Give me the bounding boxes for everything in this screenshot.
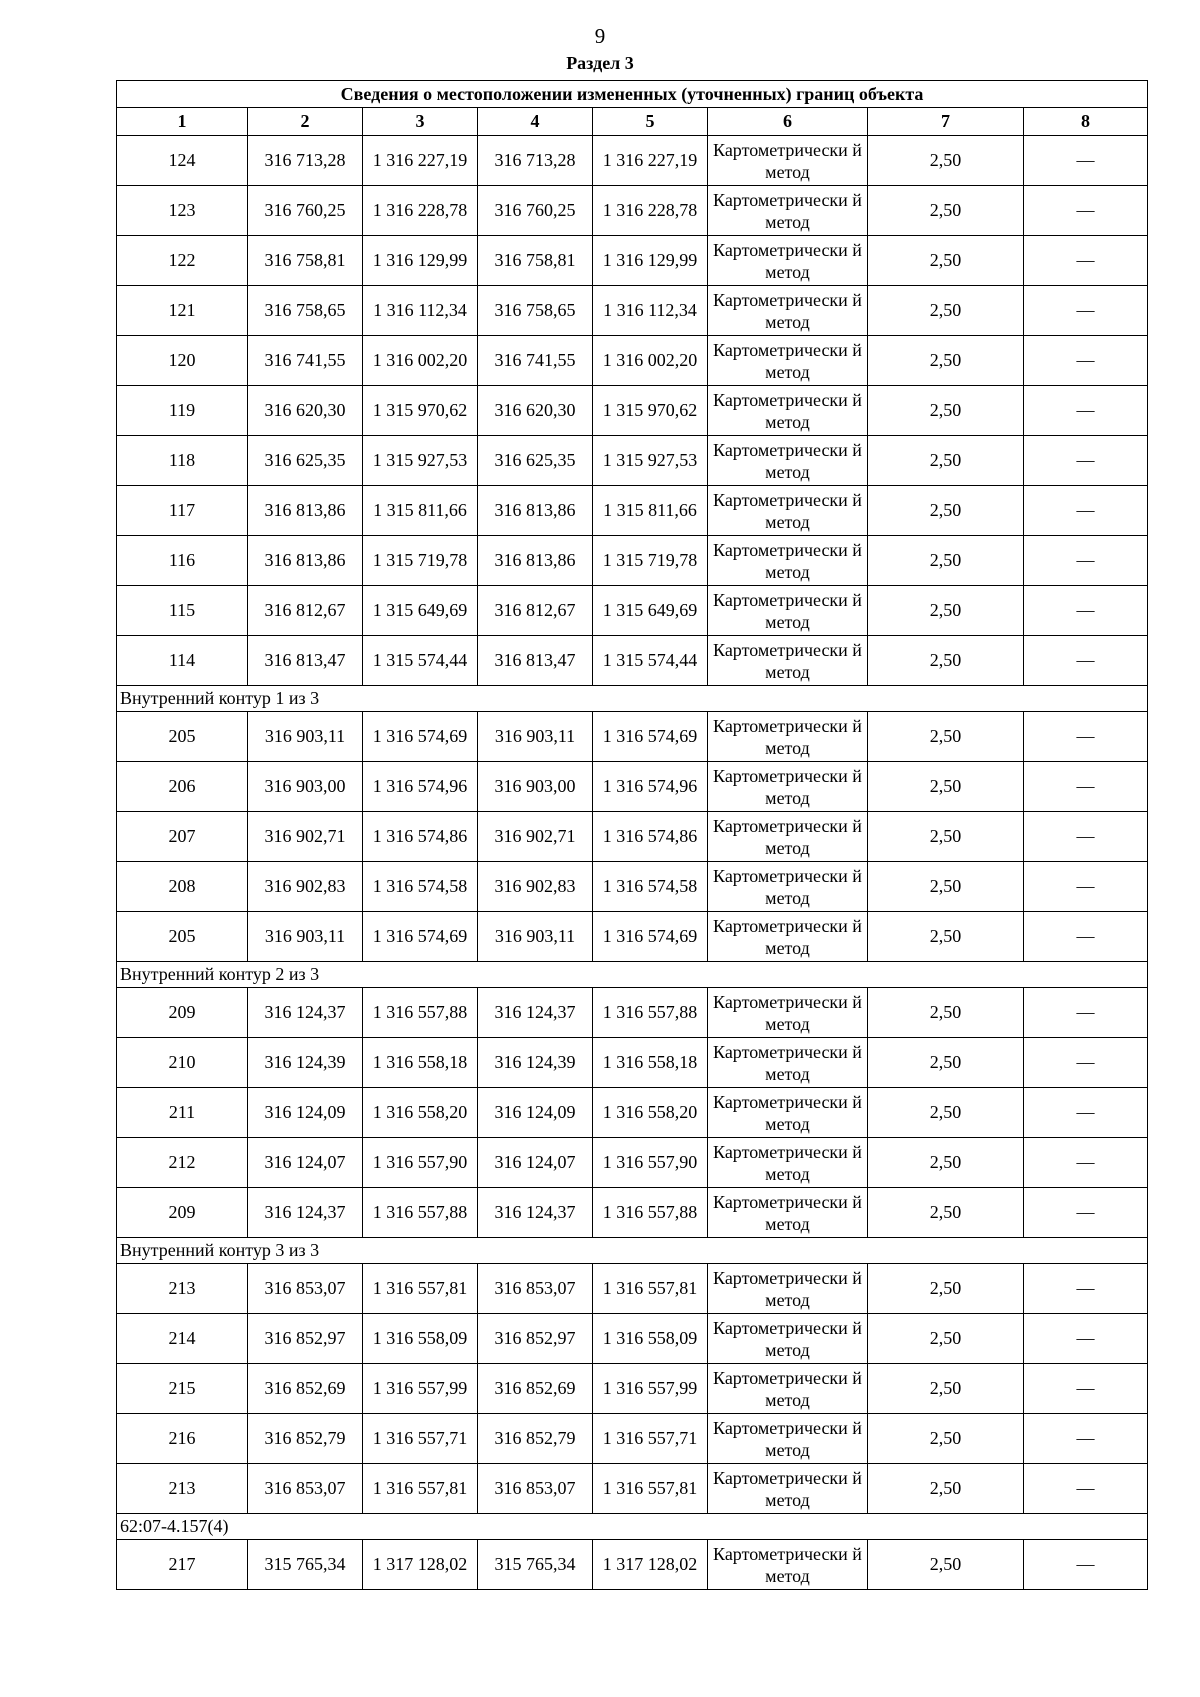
accuracy-cell: 2,50	[868, 636, 1024, 686]
method-cell: Картометрически й метод	[708, 586, 868, 636]
y-existing-cell: 1 316 557,88	[363, 1188, 478, 1238]
x-new-cell: 316 124,37	[478, 988, 593, 1038]
table-row	[117, 586, 1148, 636]
x-existing-cell: 316 852,79	[248, 1414, 363, 1464]
y-new-cell: 1 316 574,58	[593, 862, 708, 912]
x-existing-cell: 316 124,37	[248, 1188, 363, 1238]
point-number-cell: 118	[117, 436, 248, 486]
table-row	[117, 1364, 1148, 1414]
y-existing-cell: 1 316 574,69	[363, 912, 478, 962]
x-existing-cell: 316 902,83	[248, 862, 363, 912]
point-number-cell: 116	[117, 536, 248, 586]
description-cell: —	[1024, 988, 1148, 1038]
point-number-cell: 212	[117, 1138, 248, 1188]
method-cell: Картометрически й метод	[708, 1188, 868, 1238]
point-number-cell: 123	[117, 186, 248, 236]
x-new-cell: 316 902,71	[478, 812, 593, 862]
method-cell: Картометрически й метод	[708, 1464, 868, 1514]
description-cell: —	[1024, 1138, 1148, 1188]
column-number-row	[117, 108, 1148, 136]
x-existing-cell: 316 124,07	[248, 1138, 363, 1188]
method-cell: Картометрически й метод	[708, 186, 868, 236]
boundary-coordinates-table	[116, 80, 1148, 1590]
method-cell: Картометрически й метод	[708, 336, 868, 386]
x-existing-cell: 316 124,39	[248, 1038, 363, 1088]
method-cell: Картометрически й метод	[708, 1038, 868, 1088]
description-cell: —	[1024, 636, 1148, 686]
x-existing-cell: 316 812,67	[248, 586, 363, 636]
point-number-cell: 209	[117, 1188, 248, 1238]
y-existing-cell: 1 315 811,66	[363, 486, 478, 536]
method-cell: Картометрически й метод	[708, 762, 868, 812]
description-cell: —	[1024, 1038, 1148, 1088]
method-cell: Картометрически й метод	[708, 636, 868, 686]
accuracy-cell: 2,50	[868, 536, 1024, 586]
x-existing-cell: 316 758,65	[248, 286, 363, 336]
y-new-cell: 1 315 649,69	[593, 586, 708, 636]
x-new-cell: 316 902,83	[478, 862, 593, 912]
table-row	[117, 988, 1148, 1038]
x-existing-cell: 316 813,86	[248, 536, 363, 586]
point-number-cell: 205	[117, 712, 248, 762]
table-row	[117, 1088, 1148, 1138]
x-new-cell: 316 760,25	[478, 186, 593, 236]
x-new-cell: 316 852,69	[478, 1364, 593, 1414]
method-cell: Картометрически й метод	[708, 136, 868, 186]
column-number: 3	[363, 108, 478, 136]
section-title: Раздел 3	[566, 53, 634, 73]
description-cell: —	[1024, 586, 1148, 636]
y-existing-cell: 1 315 970,62	[363, 386, 478, 436]
x-new-cell: 316 813,47	[478, 636, 593, 686]
x-new-cell: 316 852,97	[478, 1314, 593, 1364]
table-row	[117, 862, 1148, 912]
y-existing-cell: 1 316 558,09	[363, 1314, 478, 1364]
description-cell: —	[1024, 1464, 1148, 1514]
point-number-cell: 115	[117, 586, 248, 636]
y-existing-cell: 1 316 574,96	[363, 762, 478, 812]
point-number-cell: 208	[117, 862, 248, 912]
contour-group-label: Внутренний контур 2 из 3	[117, 962, 1148, 988]
y-new-cell: 1 316 557,88	[593, 988, 708, 1038]
y-existing-cell: 1 316 228,78	[363, 186, 478, 236]
y-existing-cell: 1 316 557,81	[363, 1464, 478, 1514]
contour-group-row	[117, 686, 1148, 712]
y-existing-cell: 1 316 129,99	[363, 236, 478, 286]
method-cell: Картометрически й метод	[708, 812, 868, 862]
x-existing-cell: 316 625,35	[248, 436, 363, 486]
table-row	[117, 136, 1148, 186]
description-cell: —	[1024, 536, 1148, 586]
description-cell: —	[1024, 1088, 1148, 1138]
accuracy-cell: 2,50	[868, 862, 1024, 912]
y-new-cell: 1 315 811,66	[593, 486, 708, 536]
y-existing-cell: 1 316 558,18	[363, 1038, 478, 1088]
y-new-cell: 1 316 558,20	[593, 1088, 708, 1138]
x-existing-cell: 316 813,47	[248, 636, 363, 686]
y-new-cell: 1 316 574,69	[593, 912, 708, 962]
x-new-cell: 316 625,35	[478, 436, 593, 486]
x-existing-cell: 316 124,09	[248, 1088, 363, 1138]
method-cell: Картометрически й метод	[708, 236, 868, 286]
method-cell: Картометрически й метод	[708, 1264, 868, 1314]
y-new-cell: 1 316 557,81	[593, 1464, 708, 1514]
y-new-cell: 1 316 557,88	[593, 1188, 708, 1238]
table-row	[117, 912, 1148, 962]
point-number-cell: 207	[117, 812, 248, 862]
x-new-cell: 316 620,30	[478, 386, 593, 436]
table-row	[117, 1188, 1148, 1238]
table-row	[117, 436, 1148, 486]
column-number: 5	[593, 108, 708, 136]
x-new-cell: 316 758,81	[478, 236, 593, 286]
y-new-cell: 1 315 970,62	[593, 386, 708, 436]
x-existing-cell: 316 124,37	[248, 988, 363, 1038]
y-new-cell: 1 316 574,69	[593, 712, 708, 762]
method-cell: Картометрически й метод	[708, 1138, 868, 1188]
accuracy-cell: 2,50	[868, 1464, 1024, 1514]
table-row	[117, 486, 1148, 536]
y-existing-cell: 1 316 574,69	[363, 712, 478, 762]
description-cell: —	[1024, 236, 1148, 286]
method-cell: Картометрически й метод	[708, 912, 868, 962]
accuracy-cell: 2,50	[868, 236, 1024, 286]
point-number-cell: 119	[117, 386, 248, 436]
accuracy-cell: 2,50	[868, 812, 1024, 862]
x-new-cell: 316 903,11	[478, 712, 593, 762]
y-new-cell: 1 315 574,44	[593, 636, 708, 686]
contour-group-label: Внутренний контур 1 из 3	[117, 686, 1148, 712]
point-number-cell: 216	[117, 1414, 248, 1464]
accuracy-cell: 2,50	[868, 1188, 1024, 1238]
accuracy-cell: 2,50	[868, 136, 1024, 186]
x-existing-cell: 316 852,97	[248, 1314, 363, 1364]
point-number-cell: 205	[117, 912, 248, 962]
y-existing-cell: 1 316 112,34	[363, 286, 478, 336]
table-row	[117, 636, 1148, 686]
y-new-cell: 1 316 002,20	[593, 336, 708, 386]
x-new-cell: 316 903,00	[478, 762, 593, 812]
x-new-cell: 316 853,07	[478, 1464, 593, 1514]
x-existing-cell: 316 903,00	[248, 762, 363, 812]
point-number-cell: 124	[117, 136, 248, 186]
method-cell: Картометрически й метод	[708, 386, 868, 436]
accuracy-cell: 2,50	[868, 486, 1024, 536]
x-new-cell: 316 124,39	[478, 1038, 593, 1088]
y-new-cell: 1 316 558,18	[593, 1038, 708, 1088]
x-new-cell: 316 741,55	[478, 336, 593, 386]
description-cell: —	[1024, 186, 1148, 236]
description-cell: —	[1024, 912, 1148, 962]
accuracy-cell: 2,50	[868, 1138, 1024, 1188]
method-cell: Картометрически й метод	[708, 436, 868, 486]
point-number-cell: 206	[117, 762, 248, 812]
y-existing-cell: 1 316 558,20	[363, 1088, 478, 1138]
description-cell: —	[1024, 1188, 1148, 1238]
y-existing-cell: 1 316 557,90	[363, 1138, 478, 1188]
table-row	[117, 1464, 1148, 1514]
y-existing-cell: 1 316 557,81	[363, 1264, 478, 1314]
accuracy-cell: 2,50	[868, 912, 1024, 962]
point-number-cell: 117	[117, 486, 248, 536]
table-row	[117, 1038, 1148, 1088]
method-cell: Картометрически й метод	[708, 988, 868, 1038]
x-new-cell: 316 853,07	[478, 1264, 593, 1314]
x-existing-cell: 316 903,11	[248, 712, 363, 762]
y-new-cell: 1 316 574,96	[593, 762, 708, 812]
y-existing-cell: 1 316 557,99	[363, 1364, 478, 1414]
method-cell: Картометрически й метод	[708, 1364, 868, 1414]
x-existing-cell: 316 713,28	[248, 136, 363, 186]
accuracy-cell: 2,50	[868, 1088, 1024, 1138]
table-title: Сведения о местоположении измененных (уточненных) границ объекта	[117, 81, 1148, 108]
y-existing-cell: 1 316 557,88	[363, 988, 478, 1038]
description-cell: —	[1024, 812, 1148, 862]
description-cell: —	[1024, 336, 1148, 386]
method-cell: Картометрически й метод	[708, 1088, 868, 1138]
point-number-cell: 211	[117, 1088, 248, 1138]
table-row	[117, 536, 1148, 586]
x-new-cell: 316 813,86	[478, 536, 593, 586]
x-new-cell: 316 124,37	[478, 1188, 593, 1238]
contour-group-label: Внутренний контур 3 из 3	[117, 1238, 1148, 1264]
table-row	[117, 1414, 1148, 1464]
accuracy-cell: 2,50	[868, 1264, 1024, 1314]
point-number-cell: 215	[117, 1364, 248, 1414]
y-new-cell: 1 316 557,90	[593, 1138, 708, 1188]
column-number: 1	[117, 108, 248, 136]
description-cell: —	[1024, 486, 1148, 536]
accuracy-cell: 2,50	[868, 286, 1024, 336]
x-existing-cell: 316 741,55	[248, 336, 363, 386]
table-row	[117, 712, 1148, 762]
point-number-cell: 213	[117, 1464, 248, 1514]
accuracy-cell: 2,50	[868, 1540, 1024, 1590]
description-cell: —	[1024, 862, 1148, 912]
y-existing-cell: 1 316 227,19	[363, 136, 478, 186]
x-existing-cell: 316 760,25	[248, 186, 363, 236]
x-existing-cell: 316 813,86	[248, 486, 363, 536]
description-cell: —	[1024, 136, 1148, 186]
accuracy-cell: 2,50	[868, 1414, 1024, 1464]
table-row	[117, 386, 1148, 436]
y-new-cell: 1 316 557,81	[593, 1264, 708, 1314]
table-row	[117, 186, 1148, 236]
x-existing-cell: 316 853,07	[248, 1464, 363, 1514]
y-new-cell: 1 315 719,78	[593, 536, 708, 586]
point-number-cell: 210	[117, 1038, 248, 1088]
table-row	[117, 1138, 1148, 1188]
x-existing-cell: 316 620,30	[248, 386, 363, 436]
x-new-cell: 315 765,34	[478, 1540, 593, 1590]
description-cell: —	[1024, 436, 1148, 486]
description-cell: —	[1024, 1314, 1148, 1364]
y-new-cell: 1 316 227,19	[593, 136, 708, 186]
accuracy-cell: 2,50	[868, 186, 1024, 236]
point-number-cell: 214	[117, 1314, 248, 1364]
method-cell: Картометрически й метод	[708, 286, 868, 336]
method-cell: Картометрически й метод	[708, 712, 868, 762]
table-row	[117, 812, 1148, 862]
contour-group-row	[117, 962, 1148, 988]
description-cell: —	[1024, 1364, 1148, 1414]
table-row	[117, 236, 1148, 286]
accuracy-cell: 2,50	[868, 1038, 1024, 1088]
table-row	[117, 762, 1148, 812]
table-row	[117, 286, 1148, 336]
table-row	[117, 336, 1148, 386]
column-number: 4	[478, 108, 593, 136]
method-cell: Картометрически й метод	[708, 536, 868, 586]
point-number-cell: 120	[117, 336, 248, 386]
point-number-cell: 213	[117, 1264, 248, 1314]
description-cell: —	[1024, 1264, 1148, 1314]
accuracy-cell: 2,50	[868, 386, 1024, 436]
method-cell: Картометрически й метод	[708, 1414, 868, 1464]
x-new-cell: 316 124,09	[478, 1088, 593, 1138]
y-new-cell: 1 316 558,09	[593, 1314, 708, 1364]
method-cell: Картометрически й метод	[708, 1540, 868, 1590]
y-new-cell: 1 316 112,34	[593, 286, 708, 336]
accuracy-cell: 2,50	[868, 762, 1024, 812]
description-cell: —	[1024, 386, 1148, 436]
x-new-cell: 316 124,07	[478, 1138, 593, 1188]
y-new-cell: 1 316 228,78	[593, 186, 708, 236]
accuracy-cell: 2,50	[868, 336, 1024, 386]
x-existing-cell: 316 852,69	[248, 1364, 363, 1414]
point-number-cell: 121	[117, 286, 248, 336]
x-existing-cell: 316 853,07	[248, 1264, 363, 1314]
y-existing-cell: 1 315 719,78	[363, 536, 478, 586]
method-cell: Картометрически й метод	[708, 1314, 868, 1364]
table-row	[117, 1264, 1148, 1314]
x-existing-cell: 316 758,81	[248, 236, 363, 286]
x-existing-cell: 315 765,34	[248, 1540, 363, 1590]
x-new-cell: 316 852,79	[478, 1414, 593, 1464]
method-cell: Картометрически й метод	[708, 862, 868, 912]
y-new-cell: 1 317 128,02	[593, 1540, 708, 1590]
accuracy-cell: 2,50	[868, 436, 1024, 486]
point-number-cell: 122	[117, 236, 248, 286]
x-existing-cell: 316 903,11	[248, 912, 363, 962]
y-existing-cell: 1 315 927,53	[363, 436, 478, 486]
column-number: 8	[1024, 108, 1148, 136]
description-cell: —	[1024, 286, 1148, 336]
description-cell: —	[1024, 1414, 1148, 1464]
contour-group-row	[117, 1238, 1148, 1264]
x-existing-cell: 316 902,71	[248, 812, 363, 862]
x-new-cell: 316 812,67	[478, 586, 593, 636]
y-existing-cell: 1 316 002,20	[363, 336, 478, 386]
y-new-cell: 1 316 557,99	[593, 1364, 708, 1414]
accuracy-cell: 2,50	[868, 1314, 1024, 1364]
x-new-cell: 316 713,28	[478, 136, 593, 186]
column-number: 2	[248, 108, 363, 136]
y-new-cell: 1 316 574,86	[593, 812, 708, 862]
y-existing-cell: 1 316 574,58	[363, 862, 478, 912]
table-body	[117, 136, 1148, 1590]
description-cell: —	[1024, 1540, 1148, 1590]
y-existing-cell: 1 316 557,71	[363, 1414, 478, 1464]
contour-group-row	[117, 1514, 1148, 1540]
accuracy-cell: 2,50	[868, 988, 1024, 1038]
point-number-cell: 217	[117, 1540, 248, 1590]
method-cell: Картометрически й метод	[708, 486, 868, 536]
x-new-cell: 316 813,86	[478, 486, 593, 536]
point-number-cell: 209	[117, 988, 248, 1038]
accuracy-cell: 2,50	[868, 712, 1024, 762]
description-cell: —	[1024, 712, 1148, 762]
y-existing-cell: 1 315 574,44	[363, 636, 478, 686]
x-new-cell: 316 758,65	[478, 286, 593, 336]
y-new-cell: 1 315 927,53	[593, 436, 708, 486]
column-number: 6	[708, 108, 868, 136]
accuracy-cell: 2,50	[868, 586, 1024, 636]
x-new-cell: 316 903,11	[478, 912, 593, 962]
table-row	[117, 1540, 1148, 1590]
y-existing-cell: 1 317 128,02	[363, 1540, 478, 1590]
column-number: 7	[868, 108, 1024, 136]
y-new-cell: 1 316 557,71	[593, 1414, 708, 1464]
description-cell: —	[1024, 762, 1148, 812]
contour-group-label: 62:07-4.157(4)	[117, 1514, 1148, 1540]
accuracy-cell: 2,50	[868, 1364, 1024, 1414]
y-existing-cell: 1 315 649,69	[363, 586, 478, 636]
page-number: 9	[594, 24, 606, 48]
y-new-cell: 1 316 129,99	[593, 236, 708, 286]
point-number-cell: 114	[117, 636, 248, 686]
table-title-row	[117, 81, 1148, 108]
table-row	[117, 1314, 1148, 1364]
y-existing-cell: 1 316 574,86	[363, 812, 478, 862]
